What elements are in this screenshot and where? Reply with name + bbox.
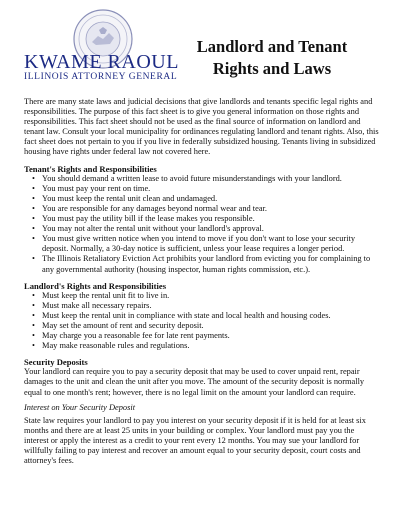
security-heading: Security Deposits: [24, 357, 88, 368]
intro-paragraph: There are many state laws and judicial decisions that give landlords and tenants specific legal rights and responsibilities. The purpose of this fact sheet is to give you general information on those rights and responsibilities. This fact sheet should not be used as the final source of information on landlord and tenant law. Consult your local municipality for ordinances regulating landlord and tenant rights. Also, this fact sheet does not pertain to you if you live in federally subsidized housing. Tenants living in subsidized housing have rights under federal law not covered here.: [24, 97, 379, 157]
tenant-list: [24, 174, 380, 275]
page-title: [172, 36, 372, 80]
list-item: • The Illinois Retaliatory Eviction Act prohibits your landlord from evicting you for complaining to any governmental authority (housing inspector, human rights commission, etc.).: [42, 254, 380, 274]
list-item: • You must pay the utility bill if the lease makes you responsible.: [42, 214, 380, 224]
list-item: • May charge you a reasonable fee for late rent payments.: [42, 331, 380, 341]
header: [0, 0, 400, 92]
title-line-1: Landlord and Tenant: [196, 37, 348, 56]
list-item: • Must make all necessary repairs.: [42, 301, 380, 311]
interest-paragraph: State law requires your landlord to pay you interest on your security deposit if it is held for at least six months and there are at least 25 units in your building or complex. Your landlord must pay you the interest or apply the interest as a credit to your rent every 12 months. You may sue your landlord for willfully failing to pay interest and recover an amount equal to your security deposit, court costs and attorney's fees.: [24, 415, 366, 466]
tenant-heading: Tenant's Rights and Responsibilities: [24, 163, 157, 174]
list-item: • You must pay your rent on time.: [42, 184, 380, 194]
list-item: • May make reasonable rules and regulations.: [42, 341, 380, 351]
list-item: • You must give written notice when you intend to move if you don't want to lose your security deposit. Normally, a 30-day notice is sufficient, unless your lease requires a longer period.: [42, 234, 380, 254]
landlord-heading: Landlord's Rights and Responsibilities: [24, 280, 167, 291]
document-body: [24, 97, 380, 471]
list-item: • You are responsible for any damages beyond normal wear and tear.: [42, 204, 380, 214]
interest-subheading: Interest on Your Security Deposit: [24, 402, 136, 412]
list-item: • Must keep the rental unit fit to live in.: [42, 291, 380, 301]
title-line-2: Rights and Laws: [212, 59, 332, 78]
landlord-list: [24, 291, 380, 352]
security-paragraph: Your landlord can require you to pay a security deposit that may be used to cover unpaid rent, repair damages to the unit and clean the unit after you move. The amount of the security deposit is normally equal to one month's rent; however, there is no legal limit on the amount your landlord can require.: [24, 367, 365, 397]
list-item: • You must keep the rental unit clean and undamaged.: [42, 194, 380, 204]
list-item: • You may not alter the rental unit without your landlord's approval.: [42, 224, 380, 234]
list-item: • Must keep the rental unit in compliance with state and local health and housing codes.: [42, 311, 380, 321]
attorney-general-logo: [24, 8, 179, 88]
logo-name: KWAME RAOUL: [24, 51, 179, 73]
list-item: • You should demand a written lease to avoid future misunderstandings with your landlord.: [42, 174, 380, 184]
logo-subtitle: ILLINOIS ATTORNEY GENERAL: [24, 72, 178, 82]
list-item: • May set the amount of rent and security deposit.: [42, 321, 380, 331]
